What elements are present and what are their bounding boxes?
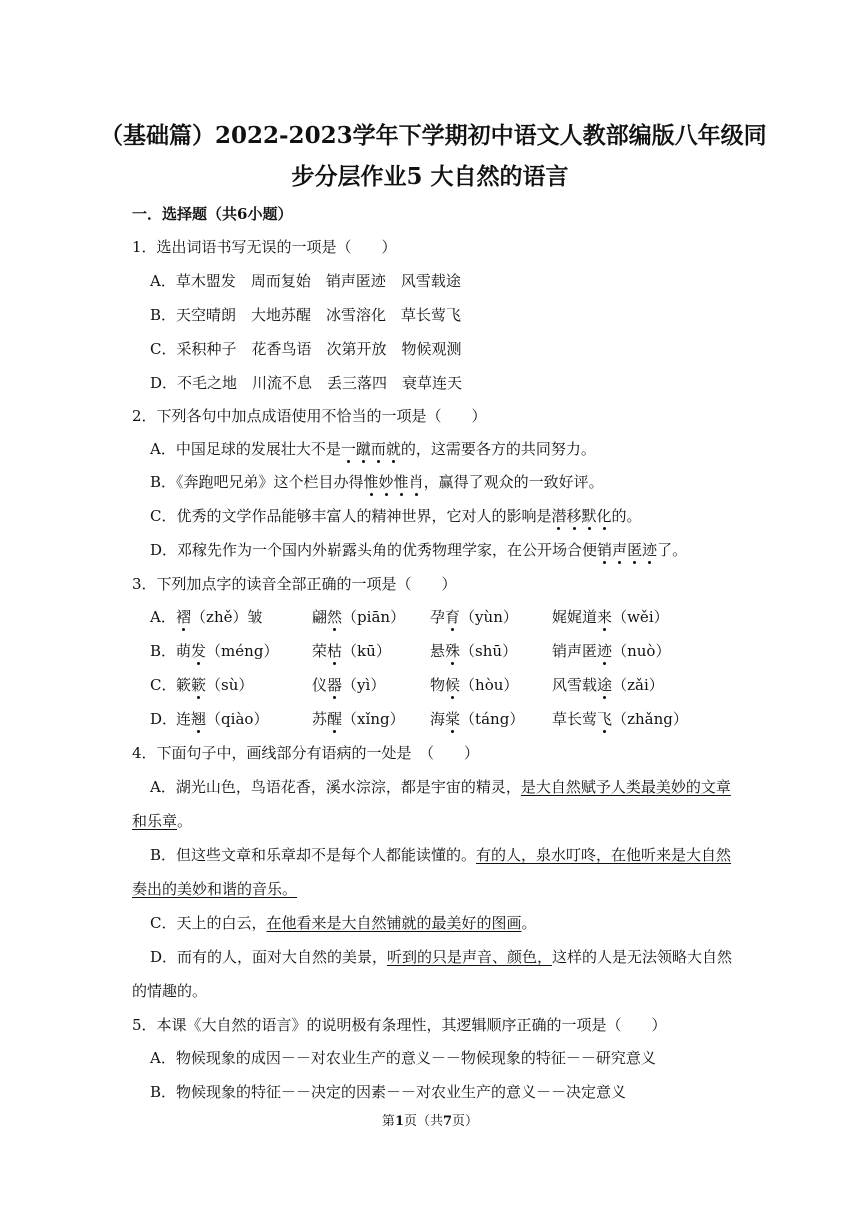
footer-text: 第 [381, 1114, 395, 1129]
dotted-char: 翘 [191, 710, 207, 728]
question-4-option-c [150, 912, 537, 933]
footer-text: 页） [452, 1114, 479, 1129]
question-4-option-a-line-2 [132, 810, 192, 831]
dotted-idiom [597, 541, 657, 559]
option-text: 的。 [611, 507, 642, 525]
dotted-char: 来 [597, 608, 613, 626]
dotted-char: 育 [445, 608, 461, 626]
option-text: D．而有的人，面对大自然的美景， [150, 948, 388, 966]
dotted-char: 途 [597, 676, 613, 694]
question-3-option-item: 簌簌（sù） [176, 676, 254, 694]
dotted-char: 声 [612, 541, 628, 559]
dotted-char: 化 [596, 507, 612, 525]
underlined-part: 和乐章 [132, 812, 178, 830]
question-2-option-a [150, 438, 596, 459]
option-text: 。 [521, 914, 537, 932]
question-3-option-item: 海棠（táng） [430, 710, 525, 728]
question-2-stem: 2．下列各句中加点成语使用不恰当的一项是（ ） [132, 407, 487, 425]
question-3-option-letter: C． [150, 676, 177, 694]
option-text: 的，这需要各方的共同努力。 [400, 440, 596, 458]
question-3-option-item: 孕育（yùn） [430, 608, 518, 626]
question-5-option-b: B．物候现象的特征－－决定的因素－－对农业生产的意义－－决定意义 [150, 1083, 627, 1101]
option-text: 了。 [657, 541, 688, 559]
underlined-part: 听到的只是声音、颜色， [387, 948, 553, 966]
dotted-char: 移 [566, 507, 582, 525]
dotted-char: 飞 [597, 710, 613, 728]
section-heading: 一．选择题（共6小题） [132, 205, 293, 223]
option-text: B．但这些文章和乐章却不是每个人都能读懂的。 [150, 846, 477, 864]
underlined-part: 在他看来是大自然铺就的最美好的图画 [266, 914, 522, 932]
question-1-option-b: B．天空晴朗 大地苏醒 冰雪溶化 草长莺飞 [150, 306, 462, 324]
dotted-char: 候 [445, 676, 461, 694]
dotted-char: 惟 [393, 473, 409, 491]
question-3-option-item: 悬殊（shū） [430, 642, 518, 660]
question-1-option-c: C．采积种子 花香鸟语 次第开放 物候观测 [150, 340, 462, 358]
dotted-idiom [364, 473, 424, 491]
question-3-option-letter: B． [150, 642, 177, 660]
option-text: D．邓稼先作为一个国内外崭露头角的优秀物理学家，在公开场合便 [150, 541, 598, 559]
current-page-number: 1 [394, 1114, 404, 1129]
question-2-option-c [150, 505, 642, 526]
dotted-char: 棠 [445, 710, 461, 728]
question-3-option-item: 荣枯（kū） [312, 642, 391, 660]
underlined-part: 是大自然赋予人类最美妙的文章 [520, 778, 731, 796]
question-3-option-item: 仪器（yì） [312, 676, 386, 694]
question-4-option-b-line-2 [132, 878, 297, 899]
option-text: C．优秀的文学作品能够丰富人的精神世界，它对人的影响是 [150, 507, 552, 525]
question-3-option-item: 销声匿迹（nuò） [552, 642, 671, 660]
dotted-char: 器 [327, 676, 343, 694]
option-text: B．《奔跑吧兄弟》这个栏目办得 [150, 473, 364, 491]
question-4-stem: 4．下面句子中，画线部分有语病的一处是 （ ） [132, 744, 480, 762]
question-2-option-b [150, 471, 604, 492]
question-3-option-item: 物候（hòu） [430, 676, 519, 694]
dotted-char: 然 [327, 608, 343, 626]
option-text: 。 [177, 812, 193, 830]
dotted-char: 发 [191, 642, 207, 660]
option-text: 这样的人是无法领略大自然 [552, 948, 733, 966]
underlined-part: 有的人，泉水叮咚，在他听来是大自然 [476, 846, 732, 864]
option-text: A．中国足球的发展壮大不是 [150, 440, 341, 458]
page-footer [0, 1110, 860, 1129]
dotted-char: 惟 [363, 473, 379, 491]
document-title-line-1: （基础篇）2022-2023学年下学期初中语文人教部编版八年级同 [100, 122, 767, 149]
option-text: C．天上的白云， [150, 914, 267, 932]
dotted-char: 迹 [597, 642, 613, 660]
question-2-option-d [150, 539, 687, 560]
question-1-option-a: A．草木盟发 周而复始 销声匿迹 风雪载途 [150, 272, 461, 290]
question-1-option-d: D．不毛之地 川流不息 丢三落四 衰草连天 [150, 374, 463, 392]
question-3-option-item: 褶（zhě）皱 [176, 608, 263, 626]
dotted-char: 匿 [627, 541, 643, 559]
question-3-option-item: 娓娓道来（wěi） [552, 608, 669, 626]
question-4-option-d-line-2: 的情趣的。 [132, 982, 208, 1000]
dotted-char: 肖 [408, 473, 424, 491]
dotted-char: 妙 [378, 473, 394, 491]
dotted-char: 褶 [176, 608, 192, 626]
question-3-stem: 3．下列加点字的读音全部正确的一项是（ ） [132, 575, 457, 593]
dotted-char: 迹 [642, 541, 658, 559]
option-text: A．湖光山色，鸟语花香，溪水淙淙，都是宇宙的精灵， [150, 778, 521, 796]
question-3-option-letter: A． [150, 608, 176, 626]
question-5-stem: 5．本课《大自然的语言》的说明极有条理性，其逻辑顺序正确的一项是（ ） [132, 1016, 667, 1034]
question-3-option-item: 苏醒（xǐng） [312, 710, 405, 728]
total-page-count: 7 [443, 1114, 453, 1129]
question-3-option-item: 草长莺飞（zhǎng） [552, 710, 688, 728]
dotted-char: 一 [340, 440, 356, 458]
dotted-char: 枯 [327, 642, 343, 660]
question-3-option-item: 连翘（qiào） [176, 710, 269, 728]
dotted-char: 簌 [191, 676, 207, 694]
dotted-char: 殊 [445, 642, 461, 660]
dotted-char: 蹴 [355, 440, 371, 458]
question-3-option-item: 风雪载途（zǎi） [552, 676, 664, 694]
question-5-option-a: A．物候现象的成因－－对农业生产的意义－－物候现象的特征－－研究意义 [150, 1049, 656, 1067]
dotted-char: 默 [581, 507, 597, 525]
underlined-part: 奏出的美妙和谐的音乐。 [132, 880, 298, 898]
dotted-idiom [551, 507, 611, 525]
document-title-line-2: 步分层作业5 大自然的语言 [291, 163, 569, 190]
question-1-stem: 1．选出词语书写无误的一项是（ ） [132, 238, 397, 256]
question-4-option-b-line-1 [150, 844, 731, 865]
question-3-option-letter: D． [150, 710, 178, 728]
question-4-option-a-line-1 [150, 776, 731, 797]
dotted-char: 而 [370, 440, 386, 458]
dotted-char: 销 [597, 541, 613, 559]
dotted-idiom [341, 440, 401, 458]
question-3-option-item: 翩然（piān） [312, 608, 406, 626]
dotted-char: 潜 [551, 507, 567, 525]
dotted-char: 醒 [327, 710, 343, 728]
dotted-char: 就 [385, 440, 401, 458]
question-3-option-item: 萌发（méng） [176, 642, 279, 660]
footer-text: 页（共 [403, 1114, 443, 1129]
question-4-option-d-line-1 [150, 946, 732, 967]
option-text: ，赢得了观众的一致好评。 [423, 473, 604, 491]
